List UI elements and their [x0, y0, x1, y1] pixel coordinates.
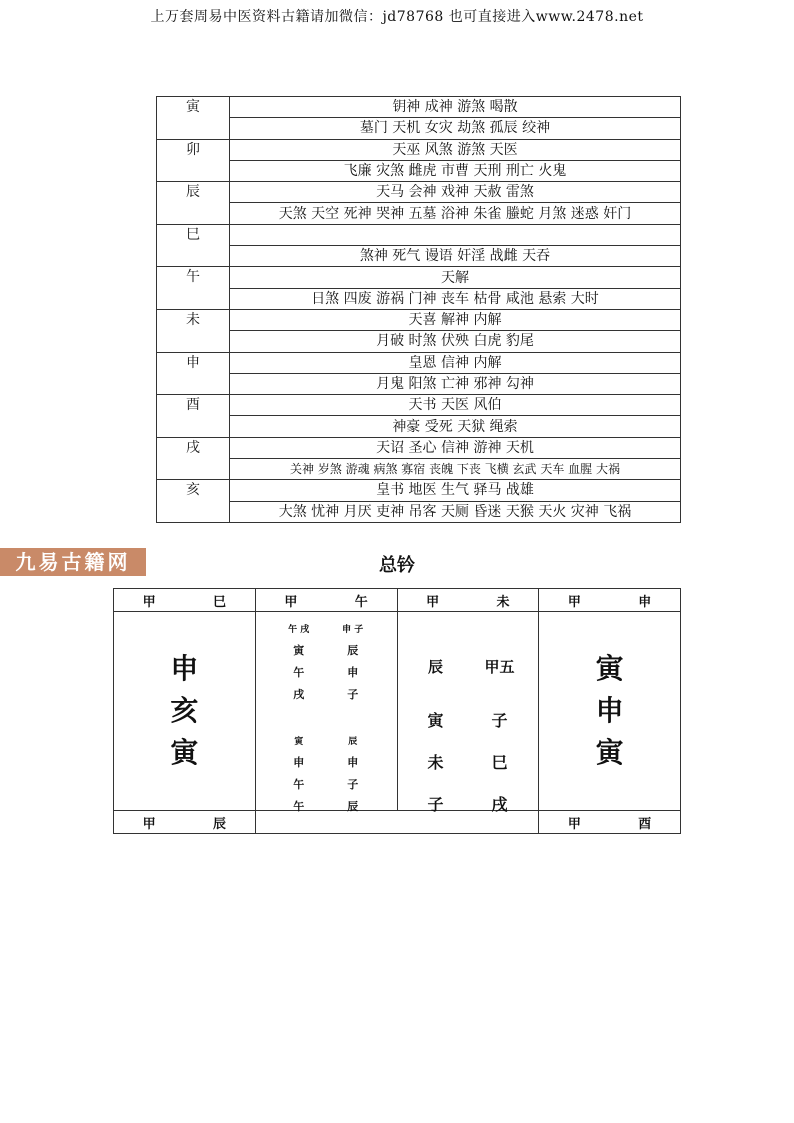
auspicious-names: 天书 天医 风伯 [230, 395, 681, 416]
branch-cell: 巳 [157, 224, 230, 267]
shensha-row [157, 480, 681, 501]
col2-char: 戌 [293, 688, 305, 701]
shensha-row [157, 203, 681, 224]
col2-char: 子 [347, 688, 359, 701]
col2-char: 辰 [347, 644, 359, 657]
branch-cell: 午 [157, 267, 230, 310]
branch-cell: 寅 [157, 97, 230, 140]
inauspicious-names: 月破 时煞 伏殃 白虎 豹尾 [230, 331, 681, 352]
section-title: 总钤 [379, 555, 415, 576]
col4-characters: 寅 申 寅 [539, 612, 681, 811]
branch-cell: 辰 [157, 182, 230, 225]
auspicious-names: 天巫 风煞 游煞 天医 [230, 139, 681, 160]
header-cell-2: 甲 午 [255, 589, 397, 612]
inauspicious-names: 关神 岁煞 游魂 病煞 寡宿 丧魄 下丧 飞横 玄武 天车 血腥 大祸 [230, 459, 681, 480]
col3-char: 巳 [491, 753, 508, 772]
col2-char: 申 [347, 666, 359, 679]
col3-char: 寅 [427, 711, 444, 730]
shensha-row [157, 331, 681, 352]
shensha-row [157, 118, 681, 139]
inauspicious-names: 飞廉 灾煞 雌虎 市曹 天刑 刑亡 火鬼 [230, 160, 681, 181]
col3-characters [397, 612, 539, 814]
branch-cell: 戌 [157, 437, 230, 480]
page-header: 上万套周易中医资料古籍请加微信：jd78768 也可直接进入www.2478.net [150, 9, 644, 25]
zongling-table [113, 588, 681, 834]
inauspicious-names: 月鬼 阳煞 亡神 邪神 勾神 [230, 373, 681, 394]
branch-cell: 酉 [157, 395, 230, 438]
col2-char: 午 [293, 778, 305, 791]
inauspicious-names: 煞神 死气 谩语 奸淫 战雌 天吞 [230, 246, 681, 267]
col3-char: 辰 [427, 658, 443, 676]
footer-cell-left: 甲 辰 [114, 811, 256, 834]
col2-char: 寅 [293, 644, 305, 657]
inauspicious-names: 天煞 天空 死神 哭神 五墓 浴神 朱雀 螣蛇 月煞 迷惑 奸门 [230, 203, 681, 224]
shensha-row [157, 501, 681, 522]
shensha-row [157, 182, 681, 203]
header-cell-1: 甲 巳 [114, 589, 256, 612]
col2-char: 辰 [348, 737, 358, 747]
inauspicious-names: 日煞 四废 游祸 门神 丧车 枯骨 咸池 悬索 大时 [230, 288, 681, 309]
shensha-row [157, 309, 681, 330]
shensha-row [157, 459, 681, 480]
shensha-row [157, 160, 681, 181]
auspicious-names: 皇恩 信神 内解 [230, 352, 681, 373]
shensha-row [157, 352, 681, 373]
col3-char: 子 [491, 711, 508, 730]
col2-char: 午 [293, 666, 305, 679]
col2-char: 寅 [294, 737, 304, 747]
col2-char: 申 [347, 756, 359, 769]
col2-char: 辰 [347, 800, 359, 813]
shensha-row [157, 97, 681, 118]
auspicious-names [230, 224, 681, 245]
auspicious-names: 皇书 地医 生气 驿马 战雄 [230, 480, 681, 501]
branch-cell: 亥 [157, 480, 230, 523]
branch-cell: 卯 [157, 139, 230, 182]
shensha-row [157, 373, 681, 394]
col3-char: 甲五 [484, 658, 515, 676]
auspicious-names: 天马 会神 戏神 天赦 雷煞 [230, 182, 681, 203]
shensha-row [157, 224, 681, 245]
header-cell-3: 甲 未 [397, 589, 539, 612]
col2-char: 申 [293, 756, 305, 769]
col2-char: 子 [347, 778, 359, 791]
col2-char: 申 子 [342, 625, 364, 635]
col3-char: 子 [427, 795, 444, 814]
shensha-row [157, 246, 681, 267]
shensha-row [157, 288, 681, 309]
branch-cell: 申 [157, 352, 230, 395]
inauspicious-names: 大煞 忧神 月厌 吏神 吊客 天厕 昏迷 天猴 天火 灾神 飞祸 [230, 501, 681, 522]
col2-characters [255, 612, 397, 811]
shensha-row [157, 267, 681, 288]
shensha-row [157, 437, 681, 458]
auspicious-names: 天解 [230, 267, 681, 288]
site-watermark: 九易古籍网 [0, 548, 146, 576]
footer-cell-right: 甲 酉 [539, 811, 681, 834]
col3-char: 戌 [491, 795, 508, 814]
col2-char: 午 [293, 800, 305, 813]
auspicious-names: 钥神 成神 游煞 喝散 [230, 97, 681, 118]
inauspicious-names: 墓门 天机 女灾 劫煞 孤辰 绞神 [230, 118, 681, 139]
branch-cell: 未 [157, 309, 230, 352]
inauspicious-names: 神豪 受死 天狱 绳索 [230, 416, 681, 437]
auspicious-names: 天诏 圣心 信神 游神 天机 [230, 437, 681, 458]
shensha-row [157, 395, 681, 416]
header-cell-4: 甲 申 [539, 589, 681, 612]
shensha-row [157, 139, 681, 160]
col3-char: 未 [427, 753, 444, 772]
shensha-row [157, 416, 681, 437]
shensha-table [156, 96, 681, 523]
col2-char: 午 戌 [288, 625, 310, 635]
auspicious-names: 天喜 解神 内解 [230, 309, 681, 330]
col1-characters: 申 亥 寅 [114, 612, 256, 811]
